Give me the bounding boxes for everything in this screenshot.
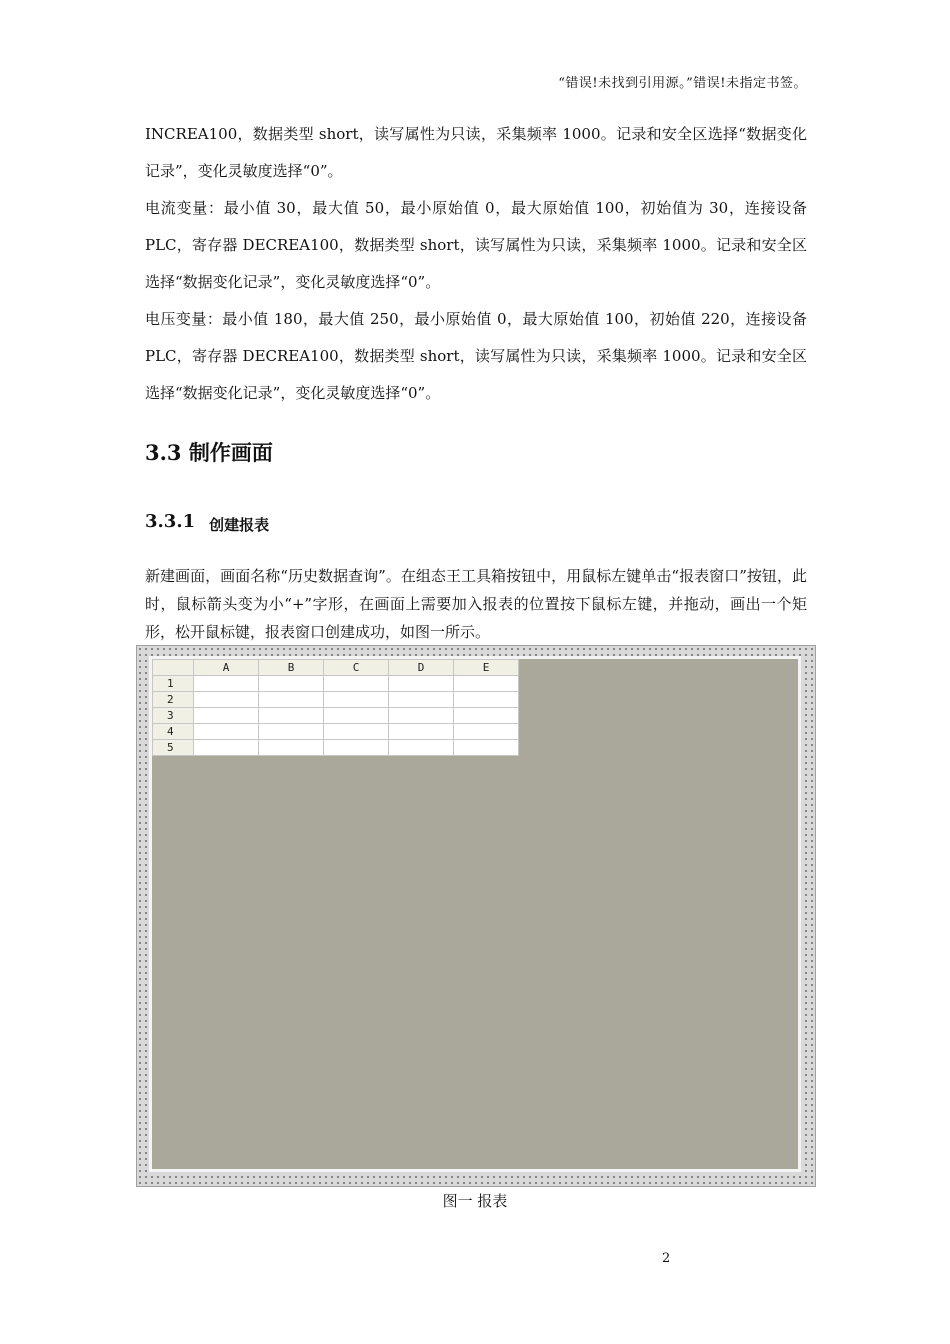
subsection-number: 3.3.1 <box>145 511 196 532</box>
table-cell[interactable] <box>389 692 454 708</box>
table-cell[interactable] <box>389 724 454 740</box>
table-cell[interactable] <box>324 708 389 724</box>
table-cell[interactable] <box>194 740 259 756</box>
table-row <box>153 740 519 756</box>
table-cell[interactable] <box>389 708 454 724</box>
table-cell[interactable] <box>259 708 324 724</box>
row-header[interactable]: 5 <box>153 740 194 756</box>
column-header-e[interactable]: E <box>454 660 519 676</box>
column-header-a[interactable]: A <box>194 660 259 676</box>
table-cell[interactable] <box>324 724 389 740</box>
column-header-b[interactable]: B <box>259 660 324 676</box>
paragraph-current-variable: 电流变量：最小值 30，最大值 50，最小原始值 0，最大原始值 100，初始值为 30，连接设备 PLC，寄存器 DECREA100，数据类型 short，读写属性为只读，采集频率 1000。记录和安全区选择“数据变化记录”，变化灵敏度选择“0”。 <box>145 199 807 291</box>
paragraph-increa: INCREA100，数据类型 short，读写属性为只读，采集频率 1000。记录和安全区选择“数据变化记录”，变化灵敏度选择“0”。 <box>145 125 807 180</box>
table-row <box>153 676 519 692</box>
report-figure <box>136 645 816 1187</box>
row-header[interactable]: 4 <box>153 724 194 740</box>
section-heading: 3.3 制作画面 <box>145 440 273 465</box>
column-header-row <box>153 660 519 676</box>
column-header-d[interactable]: D <box>389 660 454 676</box>
subsection-heading <box>145 510 269 532</box>
subsection-title: 创建报表 <box>209 516 270 534</box>
table-cell[interactable] <box>324 692 389 708</box>
table-cell[interactable] <box>454 740 519 756</box>
table-row <box>153 692 519 708</box>
report-table[interactable] <box>152 659 519 756</box>
column-header-c[interactable]: C <box>324 660 389 676</box>
table-cell[interactable] <box>194 692 259 708</box>
figure-caption: 图一 报表 <box>442 1192 508 1210</box>
page-number: 2 <box>662 1251 671 1266</box>
table-cell[interactable] <box>259 740 324 756</box>
table-cell[interactable] <box>454 724 519 740</box>
table-cell[interactable] <box>194 708 259 724</box>
table-cell[interactable] <box>454 676 519 692</box>
table-cell[interactable] <box>389 740 454 756</box>
row-header[interactable]: 1 <box>153 676 194 692</box>
page-header: “错误!未找到引用源。”错误!未指定书签。 <box>558 76 807 91</box>
corner-cell[interactable] <box>153 660 194 676</box>
table-cell[interactable] <box>259 692 324 708</box>
table-row <box>153 724 519 740</box>
table-cell[interactable] <box>454 692 519 708</box>
table-cell[interactable] <box>389 676 454 692</box>
paragraph-create-report: 新建画面，画面名称“历史数据查询”。在组态王工具箱按钮中，用鼠标左键单击“报表窗口”按钮，此时，鼠标箭头变为小“+”字形，在画面上需要加入报表的位置按下鼠标左键，并拖动，画出一个矩形，松开鼠标键，报表窗口创建成功，如图一所示。 <box>145 567 807 641</box>
table-cell[interactable] <box>259 676 324 692</box>
row-header[interactable]: 2 <box>153 692 194 708</box>
table-row <box>153 708 519 724</box>
paragraph-voltage-variable: 电压变量：最小值 180，最大值 250，最小原始值 0，最大原始值 100，初始值 220，连接设备 PLC，寄存器 DECREA100，数据类型 short，读写属性为只读，采集频率 1000。记录和安全区选择“数据变化记录”，变化灵敏度选择“0”。 <box>145 310 807 402</box>
screen-canvas <box>149 656 801 1172</box>
row-header[interactable]: 3 <box>153 708 194 724</box>
table-cell[interactable] <box>194 676 259 692</box>
table-cell[interactable] <box>324 740 389 756</box>
table-cell[interactable] <box>324 676 389 692</box>
table-cell[interactable] <box>259 724 324 740</box>
table-cell[interactable] <box>194 724 259 740</box>
table-cell[interactable] <box>454 708 519 724</box>
